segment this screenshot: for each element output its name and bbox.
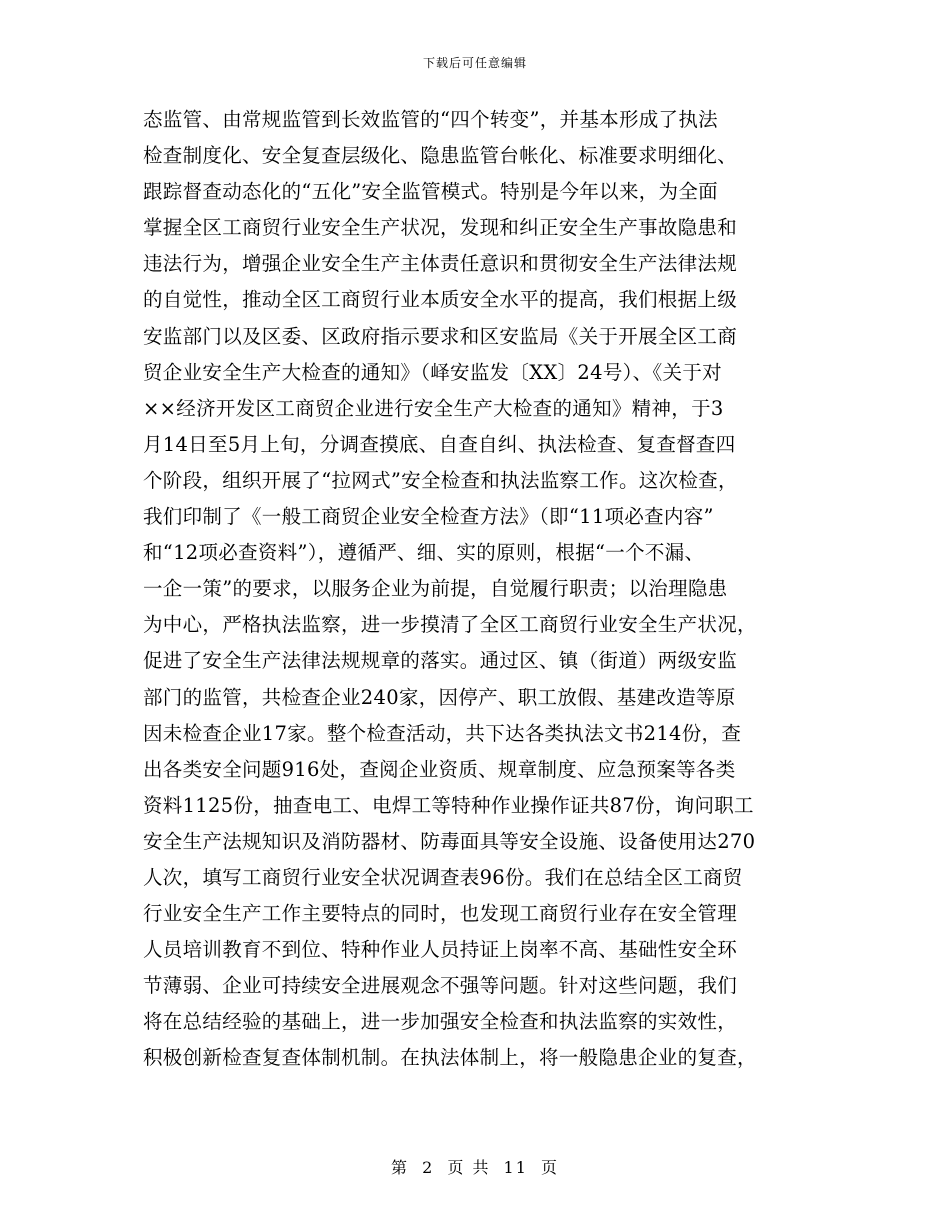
body-line: 跟踪督查动态化的“五化”安全监管模式。特别是今年以来，为全面 — [143, 180, 718, 204]
body-line: 检查制度化、安全复查层级化、隐患监管台帐化、标准要求明细化、 — [143, 144, 738, 168]
body-line: 安全生产法规知识及消防器材、防毒面具等安全设施、设备使用达270 — [143, 829, 756, 853]
page-footer — [0, 1155, 950, 1178]
body-line: 和“12项必查资料”），遵循严、细、实的原则，根据“一个不漏、 — [143, 541, 705, 565]
body-line: 为中心，严格执法监察，进一步摸清了全区工商贸行业安全生产状况， — [143, 613, 757, 637]
body-line: 安监部门以及区委、区政府指示要求和区安监局《关于开展全区工商 — [143, 324, 738, 348]
body-line: 行业安全生产工作主要特点的同时，也发现工商贸行业存在安全管理 — [143, 902, 738, 926]
body-line: 人次，填写工商贸行业安全状况调查表96份。我们在总结全区工商贸 — [143, 865, 743, 889]
body-line: 节薄弱、企业可持续安全进展观念不强等问题。针对这些问题，我们 — [143, 974, 738, 998]
body-line: 掌握全区工商贸行业安全生产状况，发现和纠正安全生产事故隐患和 — [143, 216, 738, 240]
body-line: 资料1125份，抽查电工、电焊工等特种作业操作证共87份，询问职工 — [143, 793, 754, 817]
body-line: 我们印制了《一般工商贸企业安全检查方法》（即“11项必查内容” — [143, 505, 714, 529]
body-line: 态监管、由常规监管到长效监管的“四个转变”，并基本形成了执法 — [143, 108, 718, 131]
footer-prefix: 第 — [390, 1158, 409, 1177]
document-body — [143, 102, 813, 1077]
body-line: ××经济开发区工商贸企业进行安全生产大检查的通知》精神，于3 — [143, 396, 724, 420]
body-line: 因未检查企业17家。整个检查活动，共下达各类执法文书214份，查 — [143, 721, 742, 745]
body-line: 部门的监管，共检查企业240家，因停产、职工放假、基建改造等原 — [143, 685, 736, 709]
body-line: 月14日至5月上旬，分调查摸底、自查自纠、执法检查、复查督查四 — [143, 432, 736, 456]
body-line: 将在总结经验的基础上，进一步加强安全检查和执法监察的实效性， — [143, 1010, 738, 1034]
body-line: 出各类安全问题916处，查阅企业资质、规章制度、应急预案等各类 — [143, 757, 736, 781]
body-line: 人员培训教育不到位、特种作业人员持证上岗率不高、基础性安全环 — [143, 938, 738, 962]
footer-suffix: 页 — [541, 1158, 560, 1177]
body-line: 违法行为，增强企业安全生产主体责任意识和贯彻安全生产法律法规 — [143, 252, 738, 276]
total-pages-number: 11 — [503, 1158, 528, 1177]
body-line: 的自觉性，推动全区工商贸行业本质安全水平的提高，我们根据上级 — [143, 288, 738, 312]
page-header: 下载后可任意编辑 — [422, 56, 527, 70]
body-line: 一企一策”的要求，以服务企业为前提，自觉履行职责；以治理隐患 — [143, 577, 728, 601]
body-line: 贸企业安全生产大检查的通知》（峄安监发〔XX〕24号）、《关于对 — [143, 360, 722, 384]
current-page-number: 2 — [422, 1158, 435, 1177]
footer-middle: 页 共 — [447, 1158, 491, 1177]
body-line: 促进了安全生产法律法规规章的落实。通过区、镇（街道）两级安监 — [143, 649, 738, 673]
body-line: 个阶段，组织开展了“拉网式”安全检查和执法监察工作。这次检查， — [143, 468, 738, 492]
body-line: 积极创新检查复查体制机制。在执法体制上，将一般隐患企业的复查， — [143, 1046, 757, 1070]
